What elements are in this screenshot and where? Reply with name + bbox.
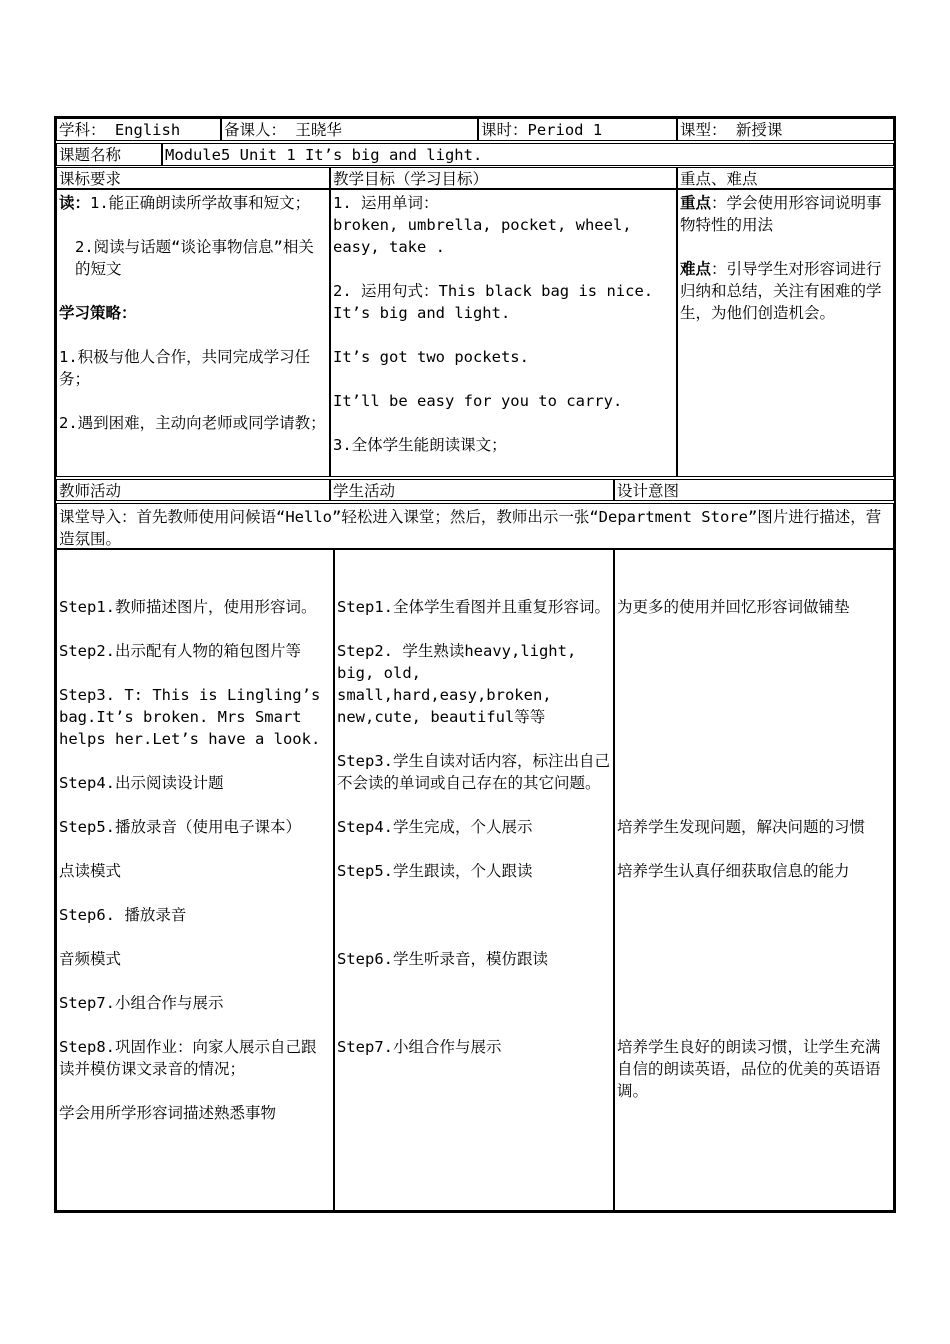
intro-cell <box>56 503 894 549</box>
teacher-step-5-mode: 点读模式 <box>59 862 122 880</box>
student-heading: 学生活动 <box>333 482 396 500</box>
period-text: 课时：Period 1 <box>481 121 603 139</box>
subject-text: 学科： English <box>59 121 181 139</box>
student-heading-cell <box>330 479 614 501</box>
design-notes-cell <box>614 549 894 1211</box>
standard-heading-cell <box>56 167 330 189</box>
hard-label: 难点 <box>680 260 712 278</box>
standard-content-cell <box>56 189 330 477</box>
design-note-1: 为更多的使用并回忆形容词做铺垫 <box>617 598 850 616</box>
teacher-step-4: Step4.出示阅读设计题 <box>59 774 224 792</box>
difficult-point <box>680 258 891 324</box>
read-requirement-1 <box>59 192 327 214</box>
read-1-text: 1.能正确朗读所学故事和短文； <box>90 194 311 212</box>
lesson-type-cell <box>677 118 894 141</box>
title-label: 课题名称 <box>59 146 122 164</box>
preparer-text: 备课人： 王晓华 <box>224 121 342 139</box>
teacher-heading: 教师活动 <box>59 482 122 500</box>
intro-text: 课堂导入：首先教师使用问候语“Hello”轻松进入课堂；然后，教师出示一张“Department Store”图片进行描述，营造氛围。 <box>59 508 882 548</box>
focus-heading: 重点、难点 <box>680 170 758 188</box>
teacher-step-8-goal: 学会用所学形容词描述熟悉事物 <box>59 1104 277 1122</box>
goal-sentence-2: It’s got two pockets. <box>333 348 529 366</box>
teacher-step-8: Step8.巩固作业：向家人展示自己跟读并模仿课文录音的情况； <box>59 1038 317 1078</box>
student-steps-cell <box>334 549 614 1211</box>
student-step-3: Step3.学生自读对话内容，标注出自己不会读的单词或自己存在的其它问题。 <box>337 752 610 792</box>
student-step-2: Step2. 学生熟读heavy,light, big, old, small,hard,easy,broken, new,cute, beautiful等等 <box>337 642 577 726</box>
student-step-5: Step5.学生跟读，个人跟读 <box>337 862 533 880</box>
strategy-2: 2.遇到困难，主动向老师或同学请教； <box>59 414 326 432</box>
title-value-cell <box>162 143 894 166</box>
teacher-heading-cell <box>56 479 330 501</box>
student-step-7: Step7.小组合作与展示 <box>337 1038 502 1056</box>
title-label-cell <box>56 143 162 166</box>
design-note-2: 培养学生发现问题，解决问题的习惯 <box>617 818 866 836</box>
period-cell <box>478 118 677 141</box>
design-note-3: 培养学生认真仔细获取信息的能力 <box>617 862 850 880</box>
lesson-title: Module5 Unit 1 It’s big and light. <box>165 146 483 164</box>
preparer-cell <box>221 118 478 141</box>
key-text: ：学会使用形容词说明事物特性的用法 <box>680 194 882 234</box>
design-note-4: 培养学生良好的朗读习惯，让学生充满自信的朗读英语，品位的优美的英语语调。 <box>617 1038 881 1100</box>
focus-heading-cell <box>677 167 894 189</box>
strategy-1: 1.积极与他人合作，共同完成学习任务； <box>59 348 311 388</box>
read-requirement-2: 2.阅读与话题“谈论事物信息”相关的短文 <box>75 238 314 278</box>
teacher-step-7: Step7.小组合作与展示 <box>59 994 224 1012</box>
teacher-step-6-mode: 音频模式 <box>59 950 122 968</box>
goal-item-2: 2. 运用句式：This black bag is nice. It’s big and light. <box>333 282 654 322</box>
goal-sentence-3: It’ll be easy for you to carry. <box>333 392 623 410</box>
teacher-steps-cell <box>56 549 334 1211</box>
goal-heading-cell <box>330 167 677 189</box>
key-label: 重点 <box>680 194 712 212</box>
goal-item-3: 3.全体学生能朗读课文； <box>333 436 507 454</box>
teacher-step-2: Step2.出示配有人物的箱包图片等 <box>59 642 301 660</box>
teacher-step-1: Step1.教师描述图片，使用形容词。 <box>59 598 317 616</box>
focus-content-cell <box>677 189 894 477</box>
teacher-step-5: Step5.播放录音（使用电子课本） <box>59 818 301 836</box>
standard-heading: 课标要求 <box>59 170 122 188</box>
design-heading-cell <box>614 479 894 501</box>
student-step-4: Step4.学生完成，个人展示 <box>337 818 533 836</box>
subject-cell <box>56 118 221 141</box>
design-heading: 设计意图 <box>617 482 680 500</box>
goal-item-1-words: broken, umbrella, pocket, wheel, easy, take . <box>333 216 632 256</box>
key-point <box>680 192 891 236</box>
lesson-type-text: 课型： 新授课 <box>680 121 783 139</box>
goal-content-cell <box>330 189 677 477</box>
student-step-6: Step6.学生听录音，模仿跟读 <box>337 950 548 968</box>
teacher-step-6: Step6. 播放录音 <box>59 906 187 924</box>
goal-heading: 教学目标（学习目标） <box>333 170 489 188</box>
student-step-1: Step1.全体学生看图并且重复形容词。 <box>337 598 610 616</box>
hard-text: ：引导学生对形容词进行归纳和总结，关注有困难的学生，为他们创造机会。 <box>680 260 882 322</box>
strategy-title: 学习策略： <box>59 304 137 322</box>
read-label: 读： <box>59 194 91 212</box>
teacher-step-3: Step3. T: This is Lingling’s bag.It’s broken. Mrs Smart helps her.Let’s have a look. <box>59 686 321 748</box>
goal-item-1-title: 1. 运用单词： <box>333 194 439 212</box>
